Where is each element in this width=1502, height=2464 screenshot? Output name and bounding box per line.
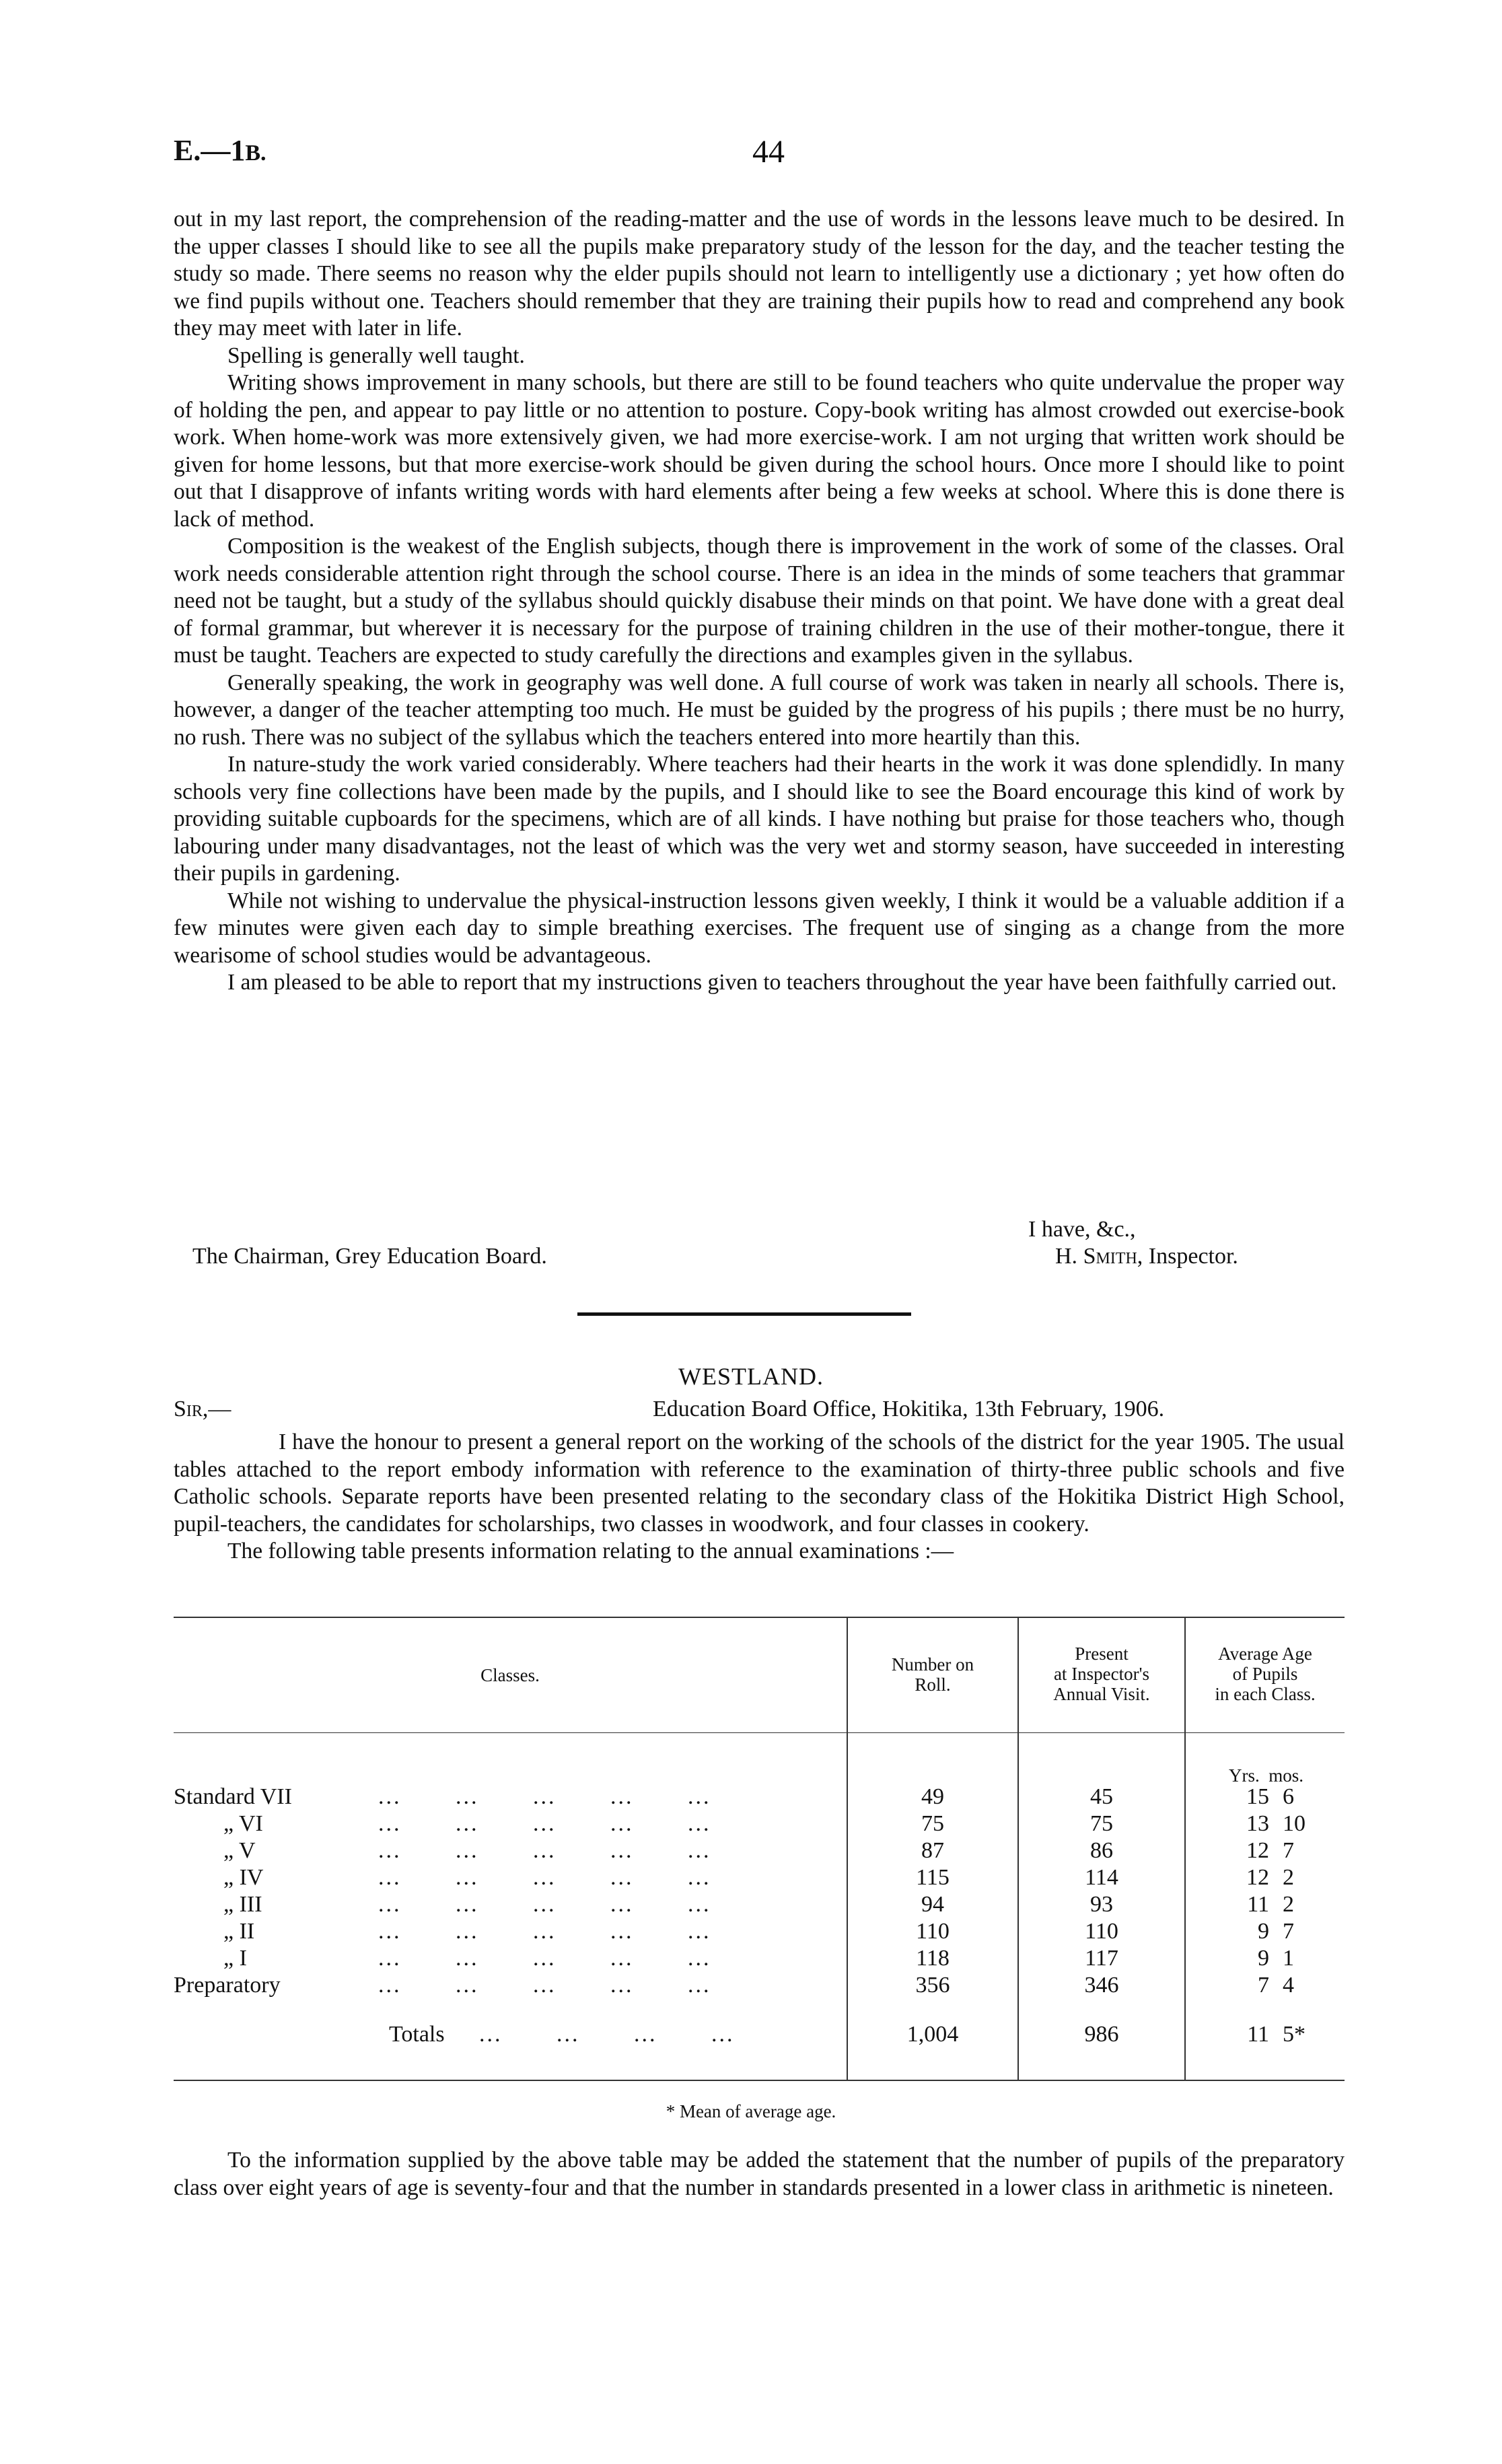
addressee: The Chairman, Grey Education Board. bbox=[192, 1244, 547, 1269]
row-years: 12 bbox=[1246, 1838, 1269, 1863]
row-months: 2 bbox=[1283, 1865, 1294, 1890]
row-roll: 75 bbox=[921, 1811, 944, 1836]
row-months: 7 bbox=[1283, 1838, 1294, 1863]
header-present: Present at Inspector's Annual Visit. bbox=[1053, 1644, 1150, 1704]
leader-dots: ... ... ... ... ... bbox=[378, 1973, 711, 1998]
row-years: 15 bbox=[1246, 1784, 1269, 1809]
table-header-rule bbox=[174, 1732, 1345, 1733]
header-classes: Classes. bbox=[480, 1665, 540, 1685]
row-label: „ VI bbox=[223, 1811, 263, 1836]
row-present: 86 bbox=[1090, 1838, 1113, 1863]
grey-report-body bbox=[174, 206, 1345, 997]
row-years: 9 bbox=[1258, 1946, 1269, 1971]
row-present: 114 bbox=[1085, 1865, 1118, 1890]
row-years: 13 bbox=[1246, 1811, 1269, 1836]
paragraph: Composition is the weakest of the English subjects, though there is improvement in the work of some of the classes. Oral work needs considerable attention right through the school course. There is an idea in the minds of some teachers that grammar need not be taught, but a study of the syllabus should quickly disabuse their minds on that point. We have done with a great deal of formal grammar, but wherever it is necessary for the purpose of training children in the use of their mother-tongue, there it must be taught. Teachers are expected to study carefully the directions and examples given in the syllabus. bbox=[174, 534, 1345, 668]
row-roll: 118 bbox=[916, 1946, 950, 1971]
row-years: 12 bbox=[1246, 1865, 1269, 1890]
paragraph: out in my last report, the comprehension of the reading-matter and the use of words in the lessons leave much to be desired. In the upper classes I should like to see all the pupils make preparatory study of the lesson for the day, and the teacher testing the study so made. There seems no reason why the elder pupils should not learn to intelligently use a dictionary ; yet how often do we find pupils without one. Teachers should remember that they are training their pupils how to read and comprehend any book they may meet with later in life. bbox=[174, 207, 1345, 341]
table-top-rule bbox=[174, 1617, 1345, 1618]
totals-roll: 1,004 bbox=[906, 2022, 959, 2047]
row-present: 110 bbox=[1085, 1919, 1118, 1944]
salutation: Sir,— bbox=[174, 1397, 231, 1421]
row-years: 11 bbox=[1247, 1892, 1269, 1917]
age-units: Yrs. mos. bbox=[1229, 1765, 1304, 1786]
header-average-age: Average Age of Pupils in each Class. bbox=[1215, 1644, 1316, 1704]
row-months: 1 bbox=[1283, 1946, 1294, 1971]
leader-dots: ... ... ... ... ... bbox=[378, 1784, 711, 1809]
paragraph: I am pleased to be able to report that my instructions given to teachers throughout the year have been faithfully carried out. bbox=[227, 970, 1337, 995]
paragraph: I have the honour to present a general report on the working of the schools of the district for the year 1905. The usual tables attached to the report embody information with reference to the examination of thirty-three public schools and five Catholic schools. Separate reports have been presented relating to the secondary class of the Hokitika District High School, pupil-teachers, the candidates for scholarships, two classes in woodwork, and four classes in cookery. bbox=[174, 1430, 1345, 1537]
totals-present: 986 bbox=[1084, 2022, 1119, 2047]
row-label: „ II bbox=[223, 1919, 255, 1944]
row-months: 6 bbox=[1283, 1784, 1294, 1809]
office-date-line: Education Board Office, Hokitika, 13th February, 1906. bbox=[653, 1397, 1165, 1421]
westland-report-body bbox=[174, 1429, 1345, 1565]
page-header bbox=[174, 133, 1345, 180]
row-label: „ I bbox=[223, 1946, 247, 1971]
closing-paragraph: To the information supplied by the above table may be added the statement that the number of pupils of the preparatory class over eight years of age is seventy-four and that the number in standards presented in a lower class in arithmetic is nineteen. bbox=[174, 2148, 1345, 2200]
row-roll: 356 bbox=[915, 1973, 950, 1998]
table-footnote: * Mean of average age. bbox=[666, 2101, 836, 2121]
row-months: 2 bbox=[1283, 1892, 1294, 1917]
row-present: 117 bbox=[1085, 1946, 1118, 1971]
row-label: „ IV bbox=[223, 1865, 264, 1890]
paragraph: Writing shows improvement in many schools, but there are still to be found teachers who quite undervalue the proper way of holding the pen, and appear to pay little or no attention to posture. Copy-book writing has almost crowded out exercise-book work. When home-work was more extensively given, we had more exercise-work. I am not urging that written work should be given for home lessons, but that more exercise-work should be given during the school hours. Once more I should like to point out that I disapprove of infants writing words with hard elements after being a few weeks at school. Where this is done there is lack of method. bbox=[174, 370, 1345, 532]
paragraph: In nature-study the work varied considerably. Where teachers had their hearts in the work it was done splendidly. In many schools very fine collections have been made by the pupils, and I should like to see the Board encourage this kind of work by providing suitable cupboards for the specimens, which are of all kinds. I have nothing but praise for those teachers who, though labouring under many disadvantages, not the least of which was the very wet and stormy season, have succeeded in interesting their pupils in gardening. bbox=[174, 752, 1345, 886]
leader-dots: ... ... ... ... ... bbox=[378, 1892, 711, 1917]
leader-dots: ... ... ... ... ... bbox=[378, 1811, 711, 1836]
table-bottom-rule bbox=[174, 2080, 1345, 2081]
leader-dots: ... ... ... ... bbox=[479, 2022, 735, 2047]
row-label: Standard VII bbox=[174, 1784, 292, 1809]
leader-dots: ... ... ... ... ... bbox=[378, 1865, 711, 1890]
row-roll: 115 bbox=[916, 1865, 950, 1890]
section-divider bbox=[577, 1312, 911, 1316]
row-years: 7 bbox=[1258, 1973, 1269, 1998]
totals-months: 5* bbox=[1283, 2022, 1306, 2047]
paragraph: Generally speaking, the work in geography was well done. A full course of work was taken in nearly all schools. There is, however, a danger of the teacher attempting too much. He must be guided by the progress of his pupils ; there must be no hurry, no rush. There was no subject of the syllabus which the teachers entered into more heartily than this. bbox=[174, 670, 1345, 750]
row-roll: 87 bbox=[921, 1838, 944, 1863]
row-label: Preparatory bbox=[174, 1973, 281, 1998]
row-present: 93 bbox=[1090, 1892, 1113, 1917]
row-years: 9 bbox=[1258, 1919, 1269, 1944]
leader-dots: ... ... ... ... ... bbox=[378, 1946, 711, 1971]
closing-phrase: I have, &c., bbox=[1028, 1217, 1136, 1242]
paragraph: Spelling is generally well taught. bbox=[227, 343, 525, 368]
leader-dots: ... ... ... ... ... bbox=[378, 1919, 711, 1944]
row-roll: 110 bbox=[916, 1919, 950, 1944]
section-title: WESTLAND. bbox=[678, 1363, 824, 1390]
page-number: 44 bbox=[752, 134, 785, 170]
row-present: 45 bbox=[1090, 1784, 1113, 1809]
row-label: „ III bbox=[223, 1892, 262, 1917]
totals-years: 11 bbox=[1247, 2022, 1269, 2047]
signature: H. Smith, Inspector. bbox=[1055, 1244, 1238, 1269]
document-code: E.—1B. bbox=[174, 134, 266, 167]
row-label: „ V bbox=[223, 1838, 256, 1863]
leader-dots: ... ... ... ... ... bbox=[378, 1838, 711, 1863]
row-months: 10 bbox=[1283, 1811, 1306, 1836]
row-roll: 94 bbox=[921, 1892, 944, 1917]
row-roll: 49 bbox=[921, 1784, 944, 1809]
header-roll: Number on Roll. bbox=[891, 1654, 974, 1695]
paragraph: The following table presents information relating to the annual examinations :— bbox=[227, 1539, 954, 1563]
paragraph: While not wishing to undervalue the physical-instruction lessons given weekly, I think it would be a valuable addition if a few minutes were given each day to simple breathing exercises. The frequent use of singing as a change from the more wearisome of school studies would be advantageous. bbox=[174, 888, 1345, 968]
totals-label: Totals bbox=[389, 2022, 445, 2047]
row-present: 75 bbox=[1090, 1811, 1113, 1836]
row-months: 4 bbox=[1283, 1973, 1294, 1998]
row-months: 7 bbox=[1283, 1919, 1294, 1944]
row-present: 346 bbox=[1084, 1973, 1119, 1998]
